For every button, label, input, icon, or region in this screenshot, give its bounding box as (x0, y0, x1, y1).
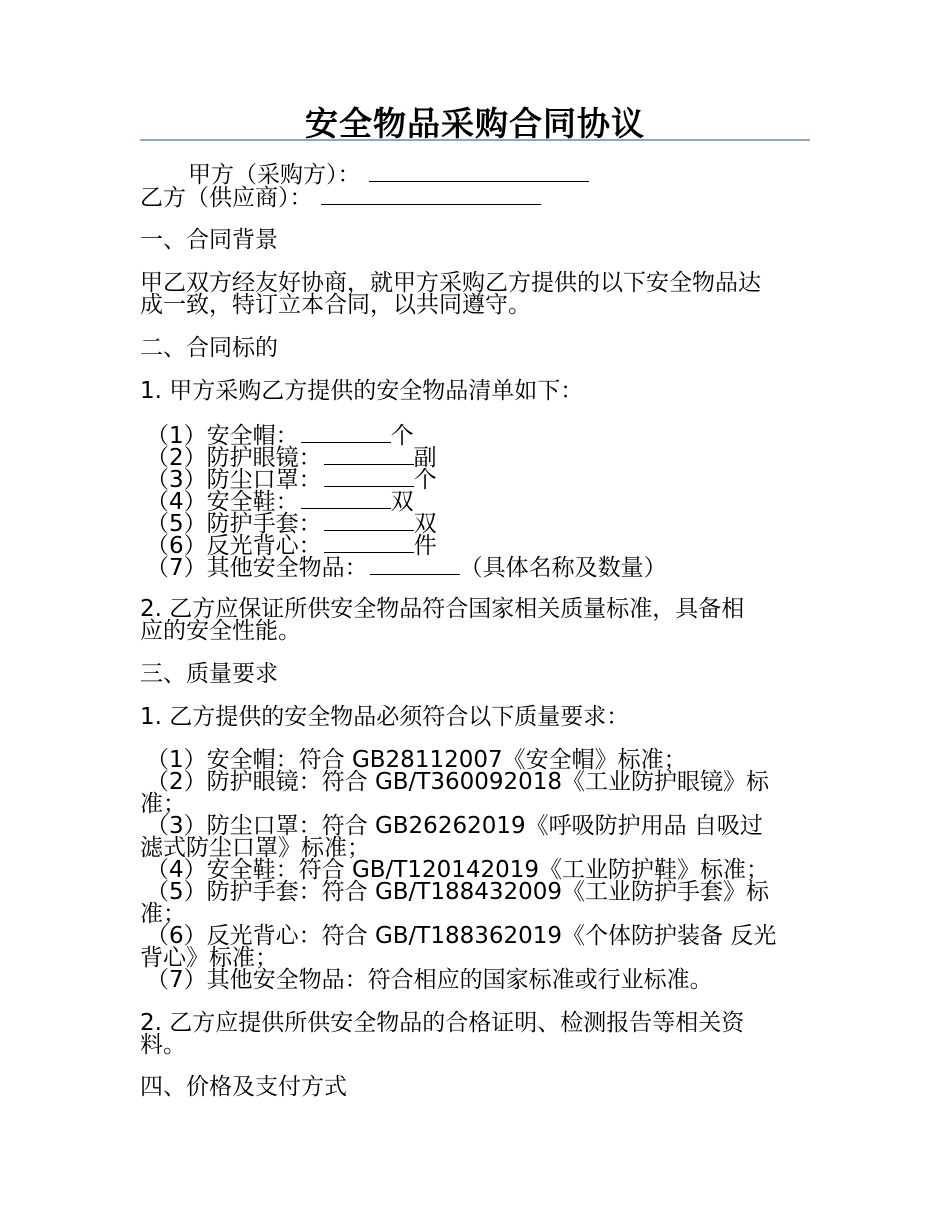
quality-line: （7）其他安全物品：符合相应的国家标准或行业标准。 (146, 967, 713, 993)
quantity-blank[interactable] (324, 446, 414, 465)
quality-note-line-2: 料。 (140, 1032, 186, 1058)
item-label: （7）其他安全物品： (146, 555, 368, 581)
item-label: （2）防护眼镜： (146, 445, 322, 471)
party-b-blank[interactable] (321, 186, 541, 205)
quality-line: （3）防尘口罩：符合 GB26262019《呼吸防护用品 自吸过 (146, 813, 763, 839)
item-unit: 双 (413, 511, 437, 537)
quantity-blank[interactable] (324, 468, 414, 487)
quality-line: （2）防护眼镜：符合 GB/T360092018《工业防护眼镜》标 (146, 769, 770, 795)
party-b-line (140, 186, 541, 210)
section-heading-subject: 二、合同标的 (140, 335, 278, 361)
quality-line: 准； (140, 901, 186, 927)
section-heading-background: 一、合同背景 (140, 227, 278, 253)
party-b-label: 乙方（供应商）： (140, 185, 313, 211)
item-unit: 个 (390, 423, 414, 449)
quantity-blank[interactable] (301, 424, 391, 443)
item-unit: 双 (390, 489, 414, 515)
background-paragraph-line-2: 成一致，特订立本合同，以共同遵守。 (140, 292, 531, 318)
item-unit: （具体名称及数量） (459, 555, 667, 581)
quality-line: （5）防护手套：符合 GB/T188432009《工业防护手套》标 (146, 879, 770, 905)
quality-line: 背心》标准； (140, 945, 278, 971)
title-underline (140, 139, 810, 141)
quality-line: 滤式防尘口罩》标准； (140, 835, 370, 861)
item-label: （6）反光背心： (146, 533, 322, 559)
subject-note-line-2: 应的安全性能。 (140, 618, 301, 644)
section-heading-price: 四、价格及支付方式 (140, 1074, 347, 1100)
quantity-blank[interactable] (370, 556, 460, 575)
quality-intro: 1. 乙方提供的安全物品必须符合以下质量要求： (140, 704, 630, 730)
subject-intro: 1. 甲方采购乙方提供的安全物品清单如下： (140, 378, 584, 404)
item-label: （3）防尘口罩： (146, 467, 322, 493)
item-label: （4）安全鞋： (146, 489, 299, 515)
quality-line: 准； (140, 791, 186, 817)
party-a-blank[interactable] (369, 163, 589, 182)
background-paragraph-line-1: 甲乙双方经友好协商，就甲方采购乙方提供的以下安全物品达 (140, 270, 761, 296)
quantity-blank[interactable] (324, 512, 414, 531)
item-unit: 副 (413, 445, 437, 471)
item-unit: 个 (413, 467, 437, 493)
subject-note-line-1: 2. 乙方应保证所供安全物品符合国家相关质量标准，具备相 (140, 596, 745, 622)
party-a-label: 甲方（采购方）： (188, 162, 361, 188)
item-label: （1）安全帽： (146, 423, 299, 449)
party-a-line (188, 163, 589, 187)
quantity-blank[interactable] (301, 490, 391, 509)
section-heading-quality: 三、质量要求 (140, 661, 278, 687)
quality-line: （6）反光背心：符合 GB/T188362019《个体防护装备 反光 (146, 923, 777, 949)
item-label: （5）防护手套： (146, 511, 322, 537)
item-unit: 件 (413, 533, 437, 559)
page-title: 安全物品采购合同协议 (305, 104, 645, 143)
item-line-other (146, 556, 667, 580)
quality-line: （1）安全帽：符合 GB28112007《安全帽》标准； (146, 747, 687, 773)
quantity-blank[interactable] (324, 534, 414, 553)
quality-line: （4）安全鞋：符合 GB/T120142019《工业防护鞋》标准； (146, 857, 770, 883)
quality-note-line-1: 2. 乙方应提供所供安全物品的合格证明、检测报告等相关资 (140, 1010, 745, 1036)
